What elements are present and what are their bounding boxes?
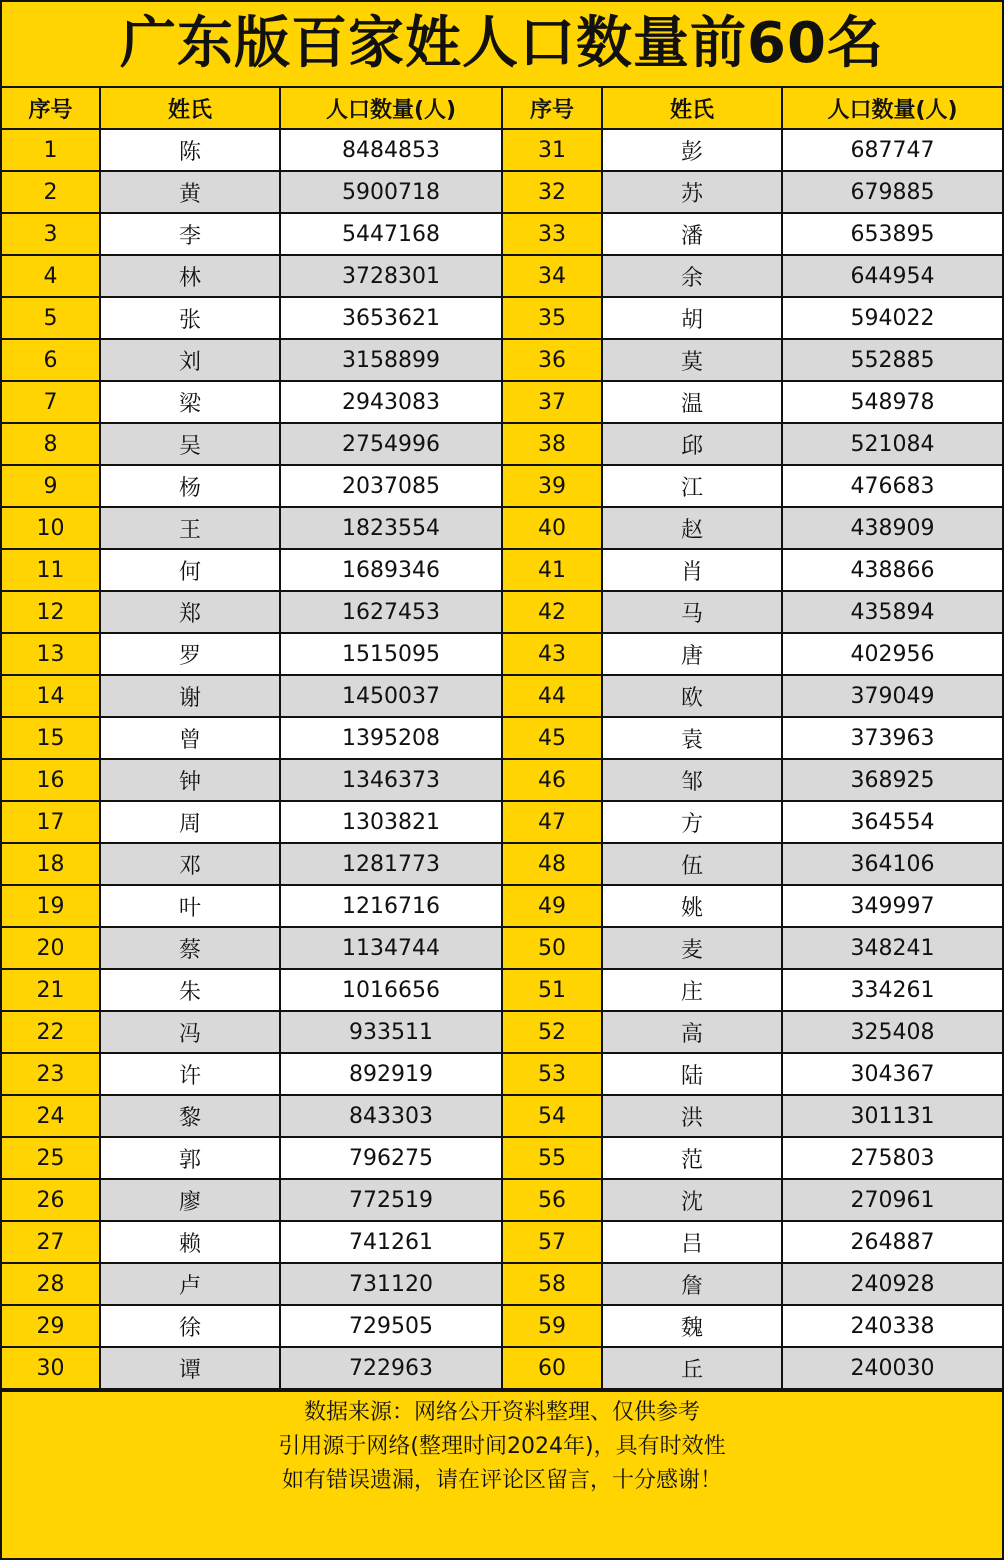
table-row	[2, 1179, 1002, 1221]
population-cell: 301131	[782, 1095, 1002, 1137]
table-row	[2, 717, 1002, 759]
surname-cell: 曾	[100, 717, 280, 759]
surname-cell: 刘	[100, 339, 280, 381]
table-row	[2, 507, 1002, 549]
population-cell: 1346373	[280, 759, 502, 801]
population-cell: 368925	[782, 759, 1002, 801]
table-row	[2, 1095, 1002, 1137]
population-cell: 5447168	[280, 213, 502, 255]
population-cell: 843303	[280, 1095, 502, 1137]
population-cell: 548978	[782, 381, 1002, 423]
rank-cell: 3	[2, 213, 100, 255]
surname-cell: 许	[100, 1053, 280, 1095]
surname-cell: 李	[100, 213, 280, 255]
population-cell: 679885	[782, 171, 1002, 213]
surname-cell: 潘	[602, 213, 782, 255]
rank-cell: 53	[502, 1053, 602, 1095]
surname-cell: 杨	[100, 465, 280, 507]
rank-cell: 15	[2, 717, 100, 759]
surname-cell: 詹	[602, 1263, 782, 1305]
surname-cell: 范	[602, 1137, 782, 1179]
surname-cell: 陆	[602, 1053, 782, 1095]
surname-cell: 陈	[100, 129, 280, 171]
rank-cell: 10	[2, 507, 100, 549]
population-cell: 3653621	[280, 297, 502, 339]
population-cell: 373963	[782, 717, 1002, 759]
surname-cell: 张	[100, 297, 280, 339]
table-row	[2, 633, 1002, 675]
rank-cell: 36	[502, 339, 602, 381]
table-row	[2, 1305, 1002, 1347]
rank-cell: 24	[2, 1095, 100, 1137]
rank-cell: 44	[502, 675, 602, 717]
surname-cell: 温	[602, 381, 782, 423]
surname-cell: 赵	[602, 507, 782, 549]
surname-cell: 谭	[100, 1347, 280, 1389]
surname-cell: 冯	[100, 1011, 280, 1053]
population-cell: 3728301	[280, 255, 502, 297]
population-cell: 729505	[280, 1305, 502, 1347]
surname-cell: 洪	[602, 1095, 782, 1137]
rank-cell: 51	[502, 969, 602, 1011]
surname-cell: 林	[100, 255, 280, 297]
rank-cell: 21	[2, 969, 100, 1011]
population-cell: 438909	[782, 507, 1002, 549]
population-cell: 2943083	[280, 381, 502, 423]
population-cell: 653895	[782, 213, 1002, 255]
population-cell: 364554	[782, 801, 1002, 843]
rank-cell: 22	[2, 1011, 100, 1053]
rank-cell: 9	[2, 465, 100, 507]
page-title: 广东版百家姓人口数量前60名	[2, 2, 1002, 88]
rank-cell: 52	[502, 1011, 602, 1053]
surname-cell: 赖	[100, 1221, 280, 1263]
population-cell: 438866	[782, 549, 1002, 591]
population-cell: 1134744	[280, 927, 502, 969]
rank-cell: 23	[2, 1053, 100, 1095]
rank-cell: 5	[2, 297, 100, 339]
population-cell: 796275	[280, 1137, 502, 1179]
table-row	[2, 591, 1002, 633]
surname-cell: 朱	[100, 969, 280, 1011]
rank-cell: 29	[2, 1305, 100, 1347]
population-cell: 240338	[782, 1305, 1002, 1347]
rank-cell: 41	[502, 549, 602, 591]
rank-cell: 17	[2, 801, 100, 843]
table-row	[2, 1011, 1002, 1053]
population-cell: 741261	[280, 1221, 502, 1263]
rank-cell: 45	[502, 717, 602, 759]
surname-cell: 周	[100, 801, 280, 843]
population-cell: 521084	[782, 423, 1002, 465]
footer-line-date: 引用源于网络(整理时间2024年)，具有时效性	[278, 1434, 726, 1459]
population-cell: 1281773	[280, 843, 502, 885]
rank-cell: 11	[2, 549, 100, 591]
population-cell: 264887	[782, 1221, 1002, 1263]
rank-cell: 20	[2, 927, 100, 969]
population-cell: 772519	[280, 1179, 502, 1221]
population-cell: 348241	[782, 927, 1002, 969]
rank-cell: 25	[2, 1137, 100, 1179]
surname-cell: 余	[602, 255, 782, 297]
surname-cell: 莫	[602, 339, 782, 381]
header-surname: 姓氏	[100, 88, 280, 129]
rank-cell: 19	[2, 885, 100, 927]
surname-cell: 蔡	[100, 927, 280, 969]
population-cell: 2754996	[280, 423, 502, 465]
rank-cell: 55	[502, 1137, 602, 1179]
surname-cell: 何	[100, 549, 280, 591]
rank-cell: 38	[502, 423, 602, 465]
surname-cell: 郭	[100, 1137, 280, 1179]
surname-cell: 黎	[100, 1095, 280, 1137]
population-cell: 435894	[782, 591, 1002, 633]
table-row	[2, 801, 1002, 843]
rank-cell: 49	[502, 885, 602, 927]
table-row	[2, 339, 1002, 381]
population-cell: 1627453	[280, 591, 502, 633]
population-cell: 687747	[782, 129, 1002, 171]
rank-cell: 27	[2, 1221, 100, 1263]
rank-cell: 48	[502, 843, 602, 885]
surname-cell: 马	[602, 591, 782, 633]
rank-cell: 57	[502, 1221, 602, 1263]
rank-cell: 8	[2, 423, 100, 465]
population-cell: 1216716	[280, 885, 502, 927]
surname-cell: 沈	[602, 1179, 782, 1221]
rank-cell: 59	[502, 1305, 602, 1347]
table-row	[2, 1263, 1002, 1305]
population-cell: 275803	[782, 1137, 1002, 1179]
table-row	[2, 255, 1002, 297]
surname-cell: 廖	[100, 1179, 280, 1221]
surname-cell: 吕	[602, 1221, 782, 1263]
table-row	[2, 1137, 1002, 1179]
population-cell: 402956	[782, 633, 1002, 675]
surname-cell: 吴	[100, 423, 280, 465]
footer-line-source: 数据来源：网络公开资料整理、仅供参考	[303, 1400, 700, 1425]
header-population: 人口数量(人)	[782, 88, 1002, 129]
population-cell: 2037085	[280, 465, 502, 507]
rank-cell: 54	[502, 1095, 602, 1137]
rank-cell: 33	[502, 213, 602, 255]
population-cell: 1689346	[280, 549, 502, 591]
rank-cell: 42	[502, 591, 602, 633]
rank-cell: 4	[2, 255, 100, 297]
rank-cell: 28	[2, 1263, 100, 1305]
rank-cell: 12	[2, 591, 100, 633]
table-row	[2, 1347, 1002, 1389]
surname-cell: 丘	[602, 1347, 782, 1389]
population-cell: 933511	[280, 1011, 502, 1053]
table-row	[2, 969, 1002, 1011]
table-row	[2, 549, 1002, 591]
rank-cell: 26	[2, 1179, 100, 1221]
population-cell: 1016656	[280, 969, 502, 1011]
table-row	[2, 759, 1002, 801]
surname-cell: 卢	[100, 1263, 280, 1305]
population-cell: 240928	[782, 1263, 1002, 1305]
footer-line-feedback: 如有错误遗漏，请在评论区留言，十分感谢！	[281, 1468, 722, 1493]
rank-cell: 47	[502, 801, 602, 843]
rank-cell: 56	[502, 1179, 602, 1221]
rank-cell: 60	[502, 1347, 602, 1389]
surname-cell: 欧	[602, 675, 782, 717]
rank-cell: 50	[502, 927, 602, 969]
table-header-row	[2, 88, 1002, 129]
surname-cell: 江	[602, 465, 782, 507]
surname-cell: 邱	[602, 423, 782, 465]
surname-cell: 黄	[100, 171, 280, 213]
header-rank: 序号	[2, 88, 100, 129]
table-row	[2, 213, 1002, 255]
population-cell: 240030	[782, 1347, 1002, 1389]
table-row	[2, 1221, 1002, 1263]
surname-cell: 姚	[602, 885, 782, 927]
rank-cell: 14	[2, 675, 100, 717]
rank-cell: 6	[2, 339, 100, 381]
surname-cell: 魏	[602, 1305, 782, 1347]
table-row	[2, 423, 1002, 465]
table-row	[2, 129, 1002, 171]
rank-cell: 58	[502, 1263, 602, 1305]
surname-cell: 肖	[602, 549, 782, 591]
population-cell: 364106	[782, 843, 1002, 885]
rank-cell: 30	[2, 1347, 100, 1389]
population-cell: 552885	[782, 339, 1002, 381]
rank-cell: 31	[502, 129, 602, 171]
surname-cell: 叶	[100, 885, 280, 927]
surname-cell: 邹	[602, 759, 782, 801]
population-cell: 1515095	[280, 633, 502, 675]
surname-cell: 唐	[602, 633, 782, 675]
rank-cell: 2	[2, 171, 100, 213]
population-cell: 325408	[782, 1011, 1002, 1053]
table-row	[2, 297, 1002, 339]
population-cell: 304367	[782, 1053, 1002, 1095]
population-cell: 722963	[280, 1347, 502, 1389]
population-cell: 1823554	[280, 507, 502, 549]
surname-table	[2, 88, 1002, 1390]
population-cell: 334261	[782, 969, 1002, 1011]
table-row	[2, 927, 1002, 969]
population-cell: 892919	[280, 1053, 502, 1095]
surname-cell: 袁	[602, 717, 782, 759]
surname-cell: 王	[100, 507, 280, 549]
header-rank: 序号	[502, 88, 602, 129]
surname-cell: 徐	[100, 1305, 280, 1347]
population-cell: 476683	[782, 465, 1002, 507]
rank-cell: 32	[502, 171, 602, 213]
surname-cell: 麦	[602, 927, 782, 969]
table-row	[2, 843, 1002, 885]
table-row	[2, 381, 1002, 423]
header-population: 人口数量(人)	[280, 88, 502, 129]
rank-cell: 16	[2, 759, 100, 801]
surname-cell: 罗	[100, 633, 280, 675]
table-row	[2, 465, 1002, 507]
surname-cell: 钟	[100, 759, 280, 801]
surname-cell: 梁	[100, 381, 280, 423]
table-row	[2, 885, 1002, 927]
population-cell: 594022	[782, 297, 1002, 339]
surname-cell: 谢	[100, 675, 280, 717]
surname-cell: 高	[602, 1011, 782, 1053]
population-cell: 8484853	[280, 129, 502, 171]
rank-cell: 18	[2, 843, 100, 885]
rank-cell: 13	[2, 633, 100, 675]
surname-cell: 彭	[602, 129, 782, 171]
table-row	[2, 1053, 1002, 1095]
table-row	[2, 675, 1002, 717]
population-cell: 1450037	[280, 675, 502, 717]
population-cell: 5900718	[280, 171, 502, 213]
rank-cell: 46	[502, 759, 602, 801]
population-cell: 379049	[782, 675, 1002, 717]
population-cell: 3158899	[280, 339, 502, 381]
rank-cell: 43	[502, 633, 602, 675]
table-body	[2, 129, 1002, 1389]
footer-notes	[2, 1390, 1002, 1498]
population-cell: 349997	[782, 885, 1002, 927]
population-cell: 731120	[280, 1263, 502, 1305]
header-surname: 姓氏	[602, 88, 782, 129]
rank-cell: 40	[502, 507, 602, 549]
population-cell: 644954	[782, 255, 1002, 297]
population-cell: 1303821	[280, 801, 502, 843]
table-row	[2, 171, 1002, 213]
surname-cell: 邓	[100, 843, 280, 885]
surname-cell: 胡	[602, 297, 782, 339]
population-cell: 1395208	[280, 717, 502, 759]
rank-cell: 34	[502, 255, 602, 297]
rank-cell: 35	[502, 297, 602, 339]
population-cell: 270961	[782, 1179, 1002, 1221]
surname-cell: 苏	[602, 171, 782, 213]
surname-cell: 郑	[100, 591, 280, 633]
rank-cell: 37	[502, 381, 602, 423]
surname-cell: 庄	[602, 969, 782, 1011]
rank-cell: 1	[2, 129, 100, 171]
rank-cell: 39	[502, 465, 602, 507]
surname-cell: 方	[602, 801, 782, 843]
rank-cell: 7	[2, 381, 100, 423]
surname-cell: 伍	[602, 843, 782, 885]
